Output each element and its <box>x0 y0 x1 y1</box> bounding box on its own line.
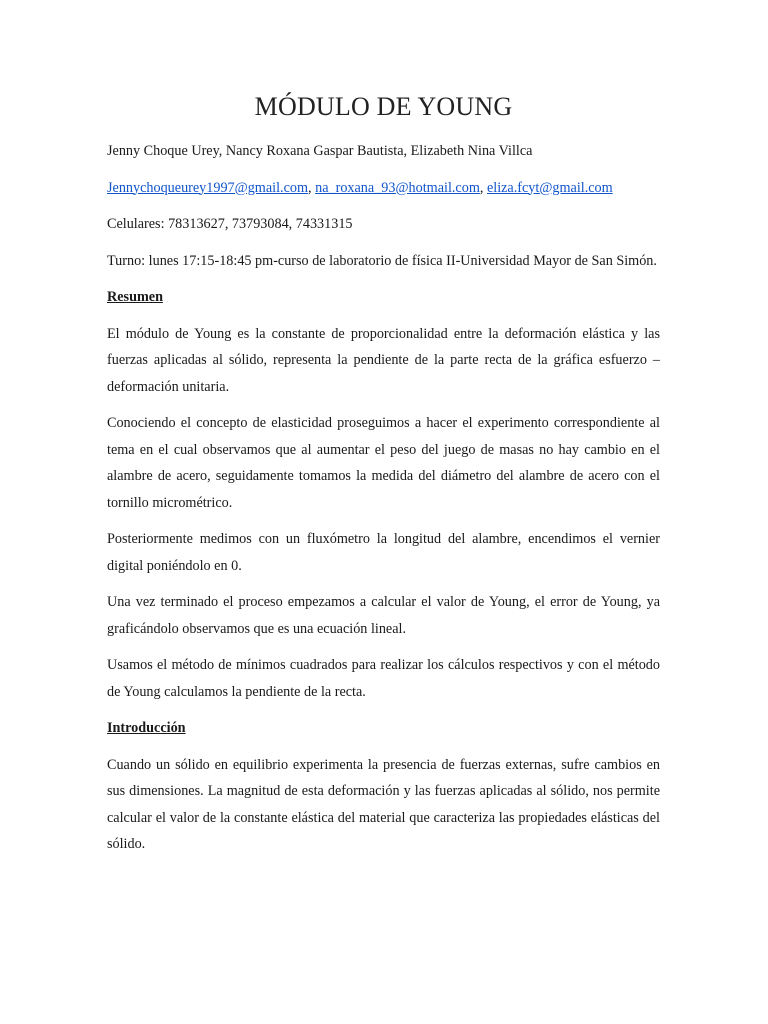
document-title: MÓDULO DE YOUNG <box>254 92 513 121</box>
resumen-heading: Resumen <box>107 289 163 305</box>
turn-line: Turno: lunes 17:15-18:45 pm-curso de laboratorio de física II-Universidad Mayor de San Simón. <box>107 252 657 269</box>
authors-line: Jenny Choque Urey, Nancy Roxana Gaspar Bautista, Elizabeth Nina Villca <box>107 143 533 159</box>
resumen-paragraph-4: Una vez terminado el proceso empezamos a calcular el valor de Young, el error de Young, ya graficándolo observamos que es una ecuación lineal. <box>107 594 660 637</box>
emails-line <box>107 175 660 202</box>
introduccion-paragraph-1: Cuando un sólido en equilibrio experimenta la presencia de fuerzas externas, sufre cambios en sus dimensiones. La magnitud de esta deformación y las fuerzas aplicadas al sólido, nos permite calcular el valor de la constante elástica del material que caracteriza las propiedades elásticas del sólido. <box>107 756 660 852</box>
email-link-2[interactable]: na_roxana_93@hotmail.com <box>315 179 480 196</box>
email-separator: , <box>308 179 316 196</box>
introduccion-heading: Introducción <box>107 720 186 736</box>
phones-line: Celulares: 78313627, 73793084, 74331315 <box>107 216 353 232</box>
resumen-paragraph-3: Posteriormente medimos con un fluxómetro la longitud del alambre, encendimos el vernier digital poniéndolo en 0. <box>107 531 660 574</box>
document-page <box>107 90 660 868</box>
resumen-paragraph-1: El módulo de Young es la constante de proporcionalidad entre la deformación elástica y las fuerzas aplicadas al sólido, representa la pendiente de la parte recta de la gráfica esfuerzo – deformación unitaria. <box>107 325 660 395</box>
email-separator: , <box>479 179 487 196</box>
resumen-paragraph-5: Usamos el método de mínimos cuadrados para realizar los cálculos respectivos y con el método de Young calculamos la pendiente de la recta. <box>107 657 660 700</box>
resumen-paragraph-2: Conociendo el concepto de elasticidad proseguimos a hacer el experimento correspondiente al tema en el cual observamos que al aumentar el peso del juego de masas no hay cambio en el alambre de acero, seguidamente tomamos la medida del diámetro del alambre de acero con el tornillo micrométrico. <box>107 415 660 511</box>
email-link-1[interactable]: Jennychoqueurey1997@gmail.com <box>107 179 309 196</box>
email-link-3[interactable]: eliza.fcyt@gmail.com <box>486 179 613 196</box>
